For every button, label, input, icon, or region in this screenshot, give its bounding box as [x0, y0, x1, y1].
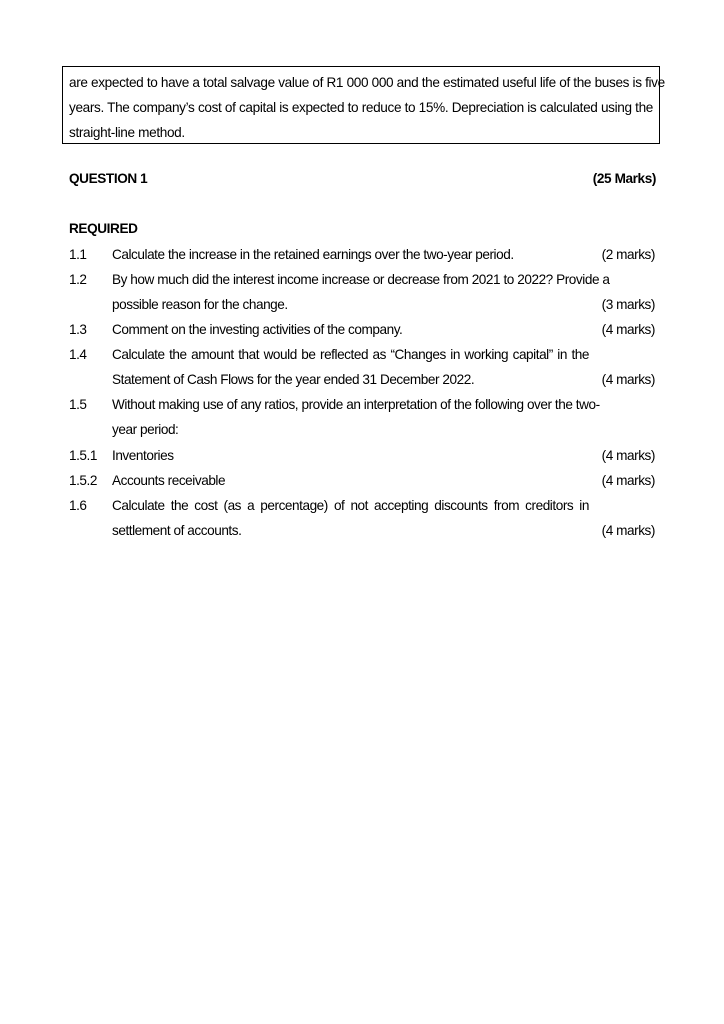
item-text-line: Without making use of any ratios, provide an interpretation of the following over the two- [112, 397, 600, 412]
item-marks: (4 marks) [601, 372, 655, 387]
item-number: 1.3 [69, 322, 87, 337]
item-text-line: Comment on the investing activities of the company. [112, 322, 403, 337]
item-text-line: Calculate the cost (as a percentage) of not accepting discounts from creditors in [112, 498, 589, 513]
question-total-marks: (25 Marks) [592, 171, 656, 186]
item-number: 1.2 [69, 272, 87, 287]
item-text-line: Calculate the amount that would be reflected as “Changes in working capital” in the [112, 347, 589, 362]
scenario-line-1: are expected to have a total salvage value of R1 000 000 and the estimated useful life of the buses is five [69, 75, 665, 90]
item-text-line: Statement of Cash Flows for the year ended 31 December 2022. [112, 372, 475, 387]
item-number: 1.5.1 [69, 448, 97, 463]
item-text-line: Inventories [112, 448, 174, 463]
required-heading: REQUIRED [69, 221, 138, 236]
item-text-line: Calculate the increase in the retained earnings over the two-year period. [112, 247, 514, 262]
item-marks: (4 marks) [601, 322, 655, 337]
item-number: 1.1 [69, 247, 87, 262]
item-text-line: possible reason for the change. [112, 297, 288, 312]
question-title: QUESTION 1 [69, 171, 148, 186]
question-heading [69, 171, 656, 186]
item-number: 1.6 [69, 498, 87, 513]
item-marks: (3 marks) [601, 297, 655, 312]
item-text-line: By how much did the interest income increase or decrease from 2021 to 2022? Provide a [112, 272, 610, 287]
item-number: 1.5.2 [69, 473, 97, 488]
item-marks: (4 marks) [601, 448, 655, 463]
item-text-line: year period: [112, 422, 179, 437]
scenario-line-2: years. The company’s cost of capital is expected to reduce to 15%. Depreciation is calculated using the [69, 100, 653, 115]
scenario-line-3: straight-line method. [69, 125, 185, 140]
item-number: 1.5 [69, 397, 87, 412]
item-text-line: settlement of accounts. [112, 523, 242, 538]
item-marks: (4 marks) [601, 523, 655, 538]
item-text-line: Accounts receivable [112, 473, 226, 488]
item-marks: (2 marks) [601, 247, 655, 262]
item-marks: (4 marks) [601, 473, 655, 488]
item-number: 1.4 [69, 347, 87, 362]
scenario-text-box [62, 66, 665, 144]
